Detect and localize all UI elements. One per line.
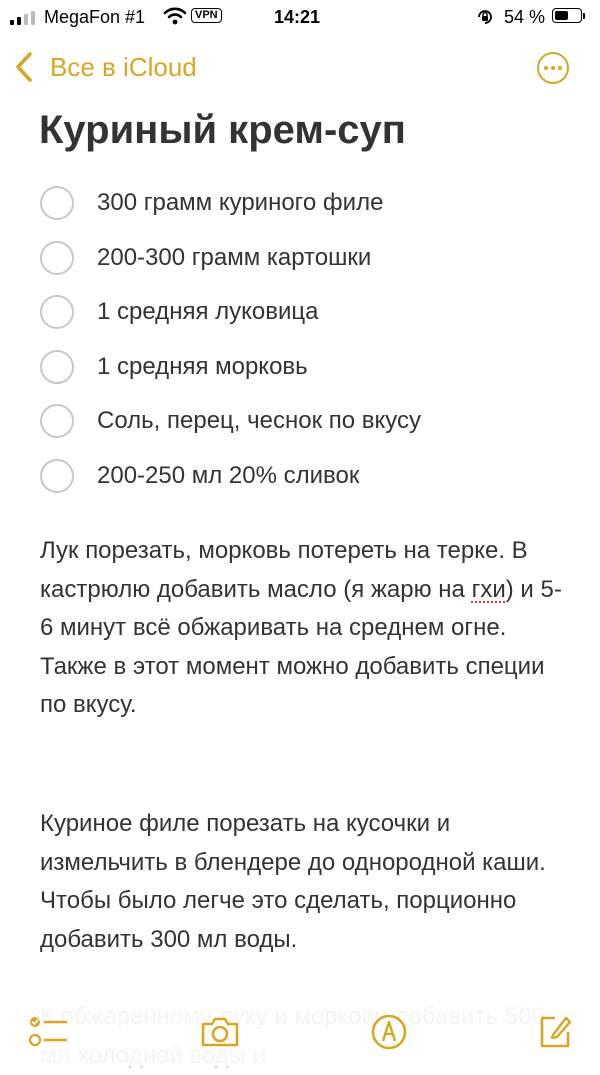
- paragraph-text: ) и 5-6 минут всё обжаривать на среднем огне. Также в этот момент можно добавить специи по вкусу.: [40, 575, 562, 719]
- checkbox-circle[interactable]: [40, 241, 74, 275]
- orientation-lock-icon: [476, 8, 494, 26]
- checkbox-circle[interactable]: [40, 350, 74, 384]
- battery-percent: 54 %: [504, 7, 546, 27]
- checkbox-circle[interactable]: [40, 404, 74, 438]
- status-time: 14:21: [274, 7, 321, 27]
- note-title[interactable]: Куриный крем-суп: [39, 108, 406, 152]
- compose-icon[interactable]: [535, 1012, 575, 1052]
- battery-icon: [552, 8, 582, 23]
- ingredient-checklist: [40, 176, 421, 503]
- checklist-item[interactable]: [40, 340, 421, 395]
- note-paragraph[interactable]: [40, 532, 570, 725]
- note-paragraph[interactable]: Куриное филе порезать на кусочки и измельчить в блендере до однородной каши. Чтобы было легче это сделать, порционно добавить 300 мл воды.: [40, 810, 546, 953]
- checklist-item[interactable]: [40, 231, 421, 286]
- checklist-item[interactable]: [40, 176, 421, 231]
- camera-icon[interactable]: [199, 1012, 241, 1052]
- checklist-icon[interactable]: [28, 1012, 68, 1052]
- checkbox-circle[interactable]: [40, 295, 74, 329]
- ellipsis-dot: [544, 66, 548, 70]
- checklist-item-text[interactable]: 200-300 грамм картошки: [97, 243, 372, 271]
- carrier-name: MegaFon #1: [44, 7, 146, 27]
- checklist-item[interactable]: [40, 449, 421, 504]
- checklist-item-text[interactable]: 200-250 мл 20% сливок: [97, 461, 360, 489]
- ellipsis-dot: [558, 66, 562, 70]
- checklist-item-text[interactable]: Соль, перец, чеснок по вкусу: [97, 407, 421, 435]
- back-button[interactable]: [12, 50, 197, 84]
- checklist-item-text[interactable]: 300 грамм куриного филе: [97, 189, 384, 217]
- checklist-item-text[interactable]: 1 средняя морковь: [97, 352, 308, 380]
- pen-markup-icon[interactable]: [369, 1012, 409, 1052]
- vpn-badge: VPN: [191, 8, 222, 23]
- chevron-left-icon: [12, 50, 36, 84]
- paragraph-text: Лук порезать, морковь потереть на терке. В кастрюлю добавить масло (я жарю на: [40, 537, 528, 603]
- battery-tip: [583, 13, 585, 19]
- status-bar: [0, 0, 600, 36]
- misspelled-word[interactable]: гхи: [471, 575, 506, 603]
- back-button-label: Все в iCloud: [50, 51, 197, 82]
- checklist-item[interactable]: [40, 285, 421, 340]
- ellipsis-dot: [551, 66, 555, 70]
- more-options-button[interactable]: [537, 52, 569, 84]
- checkbox-circle[interactable]: [40, 186, 74, 220]
- checklist-item[interactable]: [40, 394, 421, 449]
- checkbox-circle[interactable]: [40, 459, 74, 493]
- cellular-signal-icon: [10, 9, 35, 25]
- bottom-toolbar: [0, 1000, 600, 1066]
- wifi-icon: [163, 7, 187, 25]
- checklist-item-text[interactable]: 1 средняя луковица: [97, 298, 319, 326]
